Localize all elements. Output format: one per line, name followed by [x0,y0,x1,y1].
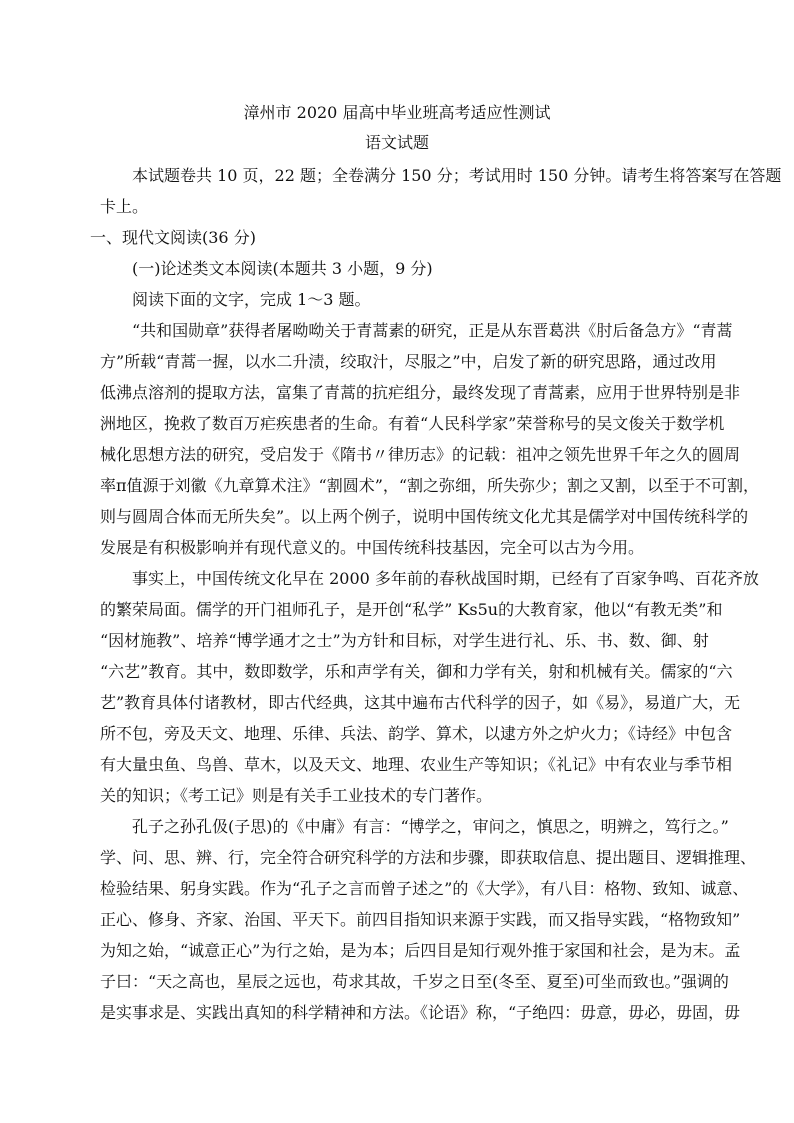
passage-line: 事实上，中国传统文化早在 2000 多年前的春秋战国时期，已经有了百家争鸣、百花齐放 [132,569,759,588]
passage-line: 的繁荣局面。儒学的开门祖师孔子，是开创“私学” Ks5u的大教育家，他以“有教无类”和 [100,600,723,619]
passage-line: 子曰：“天之高也，星辰之远也，苟求其故，千岁之日至(冬至、夏至)可坐而致也。”强调的 [100,972,729,991]
passage-line: 孔子之孙孔伋(子思)的《中庸》有言：“博学之，审问之，慎思之，明辨之，笃行之。” [132,817,729,836]
passage-line: 械化思想方法的研究，受启发于《隋书〃律历志》的记载：祖冲之领先世界千年之久的圆周 [100,445,741,464]
passage-line: 为知之始，“诚意正心”为行之始，是为本；后四目是知行观外推于家国和社会，是为末。孟 [100,941,741,960]
passage-line: 关的知识；《考工记》则是有关手工业技术的专门著作。 [100,786,493,805]
passage-line: 率π值源于刘徽《九章算术注》“割圆术”，“割之弥细，所失弥少；割之又割，以至于不可割， [100,476,760,495]
passage-line: 低沸点溶剂的提取方法，富集了青蒿的抗疟组分，最终发现了青蒿素，应用于世界特别是非 [100,383,741,402]
passage-line: “共和国勋章”获得者屠呦呦关于青蒿素的研究，正是从东晋葛洪《肘后备急方》“青蒿 [132,321,733,340]
passage-line: 是实事求是、实践出真知的科学精神和方法。《论语》称，“子绝四：毋意，毋必，毋固，毋 [100,1003,741,1022]
passage-line: 有大量虫鱼、鸟兽、草木，以及天文、地理、农业生产等知识；《礼记》中有农业与季节相 [100,755,733,774]
passage-line: 洲地区，挽救了数百万疟疾患者的生命。有着“人民科学家”荣誉称号的吴文俊关于数学机 [100,414,725,433]
passage-line: “因材施教”、培养“博学通才之士”为方针和目标，对学生进行礼、乐、书、数、御、射 [100,631,709,650]
subsection-heading: (一)论述类文本阅读(本题共 3 小题，9 分) [132,259,433,278]
instruction-line: 本试题卷共 10 页，22 题；全卷满分 150 分；考试用时 150 分钟。请考生将答案写在答题 [132,166,782,185]
passage-line: 则与圆周合体而无所失矣”。以上两个例子，说明中国传统文化尤其是儒学对中国传统科学的 [100,507,749,526]
passage-line: 所不包，旁及天文、地理、乐律、兵法、韵学、算术，以逮方外之炉火力；《诗经》中包含 [100,724,733,743]
exam-title: 漳州市 2020 届高中毕业班高考适应性测试 [243,103,551,122]
passage-line: 正心、修身、齐家、治国、平天下。前四目指知识来源于实践，而又指导实践，“格物致知” [100,910,741,929]
reading-prompt: 阅读下面的文字，完成 1～3 题。 [132,290,371,309]
passage-line: 检验结果、躬身实践。作为“孔子之言而曾子述之”的《大学》，有八目：格物、致知、诚意、 [100,879,749,898]
passage-line: 学、问、思、辨、行，完全符合研究科学的方法和步骤，即获取信息、提出题目、逻辑推理、 [100,848,757,867]
passage-line: 方”所载“青蒿一握，以水二升渍，绞取汁，尽服之”中，启发了新的研究思路，通过改用 [100,352,717,371]
section-heading: 一、现代文阅读(36 分) [90,228,256,247]
passage-line: “六艺”教育。其中，数即数学，乐和声学有关，御和力学有关，射和机械有关。儒家的“六 [100,662,733,681]
passage-line: 艺”教育具体付诸教材，即古代经典，这其中遍布古代科学的因子，如《易》，易道广大，无 [100,693,741,712]
instruction-line: 卡上。 [100,197,149,216]
passage-line: 发展是有积极影响并有现代意义的。中国传统科技基因，完全可以古为今用。 [100,538,645,557]
exam-subtitle: 语文试题 [364,133,429,152]
